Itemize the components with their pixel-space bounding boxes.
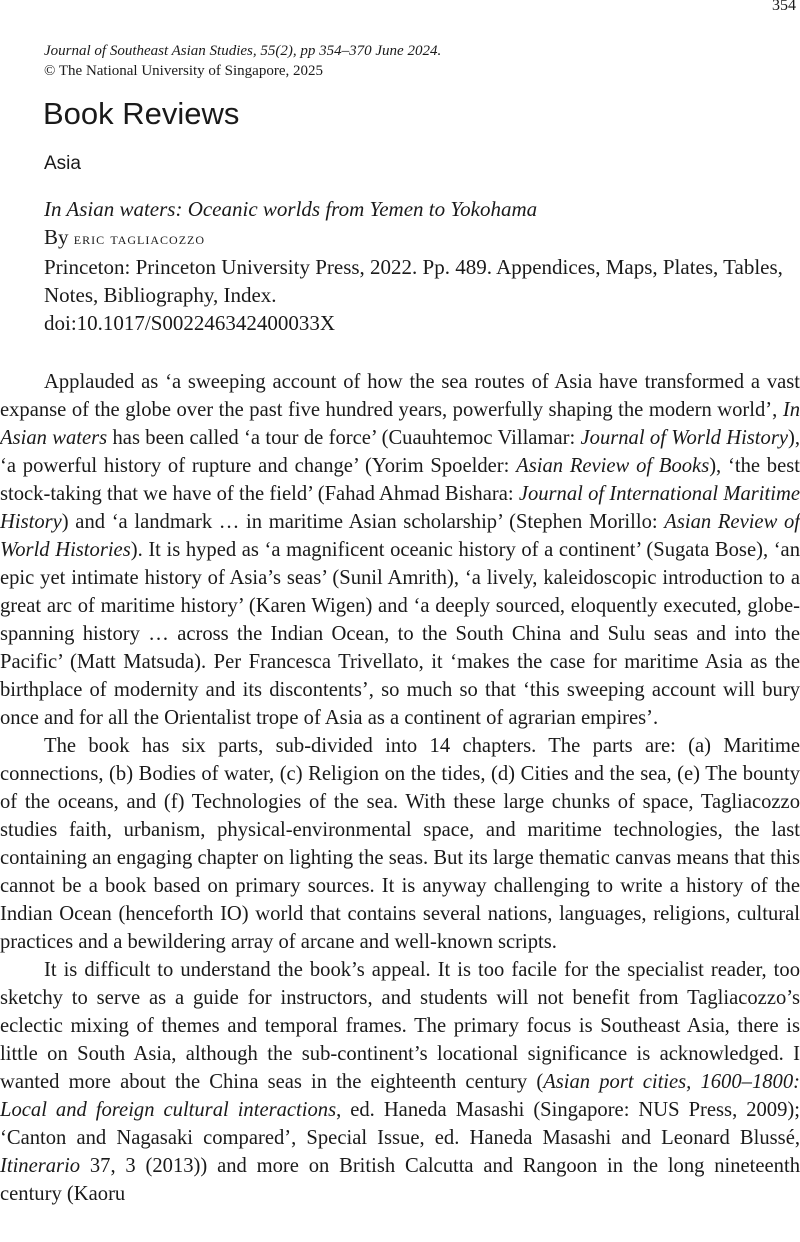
region-heading: Asia [44,153,81,174]
journal-header [44,41,441,81]
text-run: The book has six parts, sub-divided into 14 chapters. The parts are: (a) Maritime connections, (b) Bodies of water, (c) Religion on the tides, (d) Cities and the sea, (e) The bounty of the oceans, and (f) Technologies of the sea. With these large chunks of space, Tagliacozzo studies faith, urbanism, physical-environmental space, and maritime technologies, the last containing an engaging chapter on lighting the seas. But its large thematic canvas means that this cannot be a book based on primary sources. It is anyway challenging to write a history of the Indian Ocean (henceforth IO) world that contains several nations, languages, religions, cultural practices and a bewildering array of arcane and well-known scripts. [0,735,800,953]
text-run: It is difficult to understand the book’s appeal. It is too facile for the specialist reader, too sketchy to serve as a guide for instructors, and students will not benefit from Tagliacozzo’s eclectic mixing of themes and temporal frames. The primary focus is Southeast Asia, there is little on South Asia, although the sub-continent’s locational significance is acknowledged. I wanted more about the China seas in the eighteenth century ( [0,959,800,1093]
book-doi: doi:10.1017/S002246342400033X [44,311,336,335]
text-run: has been called ‘a tour de force’ (Cuauhtemoc Villamar: [107,427,581,449]
italic-run: In Asian waters [0,399,800,449]
page-number: 354 [772,0,796,14]
italic-run: Asian port cities, 1600–1800: Local and foreign cultural interactions [0,1071,800,1121]
journal-citation: Journal of Southeast Asian Studies, 55(2), pp 354–370 June 2024. [44,43,442,59]
paragraph-3 [0,956,800,1208]
text-run: , ed. Haneda Masashi (Singapore: NUS Press, 2009); ‘Canton and Nagasaki compared’, Special Issue, ed. Haneda Masashi and Leonard Blussé, [0,1099,800,1149]
text-run: ). It is hyped as ‘a magnificent oceanic history of a continent’ (Sugata Bose), ‘an epic yet intimate history of Asia’s seas’ (Sunil Amrith), ‘a lively, kaleidoscopic introduction to a great arc of maritime history’ (Karen Wigen) and ‘a deeply sourced, eloquently executed, globe-spanning history … across the Indian Ocean, to the South China and Sulu seas and into the Pacific’ (Matt Matsuda). Per Francesca Trivellato, it ‘makes the case for maritime Asia as the birthplace of modernity and its discontents’, so much so that ‘this sweeping account will bury once and for all the Orientalist trope of Asia as a continent of agrarian empires’. [0,539,800,729]
text-run: ), ‘a powerful history of rupture and change’ (Yorim Spoelder: [0,427,800,477]
italic-run: Asian Review of Books [516,455,710,477]
italic-run: Journal of World History [580,427,788,449]
italic-run: Asian Review of World Histories [0,511,800,561]
book-details [44,195,800,337]
text-run: ), ‘the best stock-taking that we have of the field’ (Fahad Ahmad Bishara: [0,455,800,505]
italic-run: Journal of International Maritime History [0,483,800,533]
paragraph-1 [0,368,800,732]
section-title: Book Reviews [43,96,240,131]
paragraph-2 [0,732,800,956]
text-run: Applauded as ‘a sweeping account of how the sea routes of Asia have transformed a vast expanse of the globe over the past five hundred years, powerfully shaping the modern world’, [0,371,800,421]
text-run: 37, 3 (2013)) and more on British Calcutta and Rangoon in the long nineteenth century (Kaoru [0,1155,800,1205]
italic-run: Itinerario [0,1155,81,1177]
book-byline [44,223,800,253]
book-publication: Princeton: Princeton University Press, 2022. Pp. 489. Appendices, Maps, Plates, Tables, Notes, Bibliography, Index. [44,255,783,307]
review-body [0,368,800,1208]
copyright-line: © The National University of Singapore, 2025 [44,63,323,79]
by-label: By [44,225,69,249]
text-run: ) and ‘a landmark … in maritime Asian scholarship’ (Stephen Morillo: [61,511,665,533]
book-title: In Asian waters: Oceanic worlds from Yemen to Yokohama [44,197,538,221]
book-author: eric tagliacozzo [73,229,206,248]
